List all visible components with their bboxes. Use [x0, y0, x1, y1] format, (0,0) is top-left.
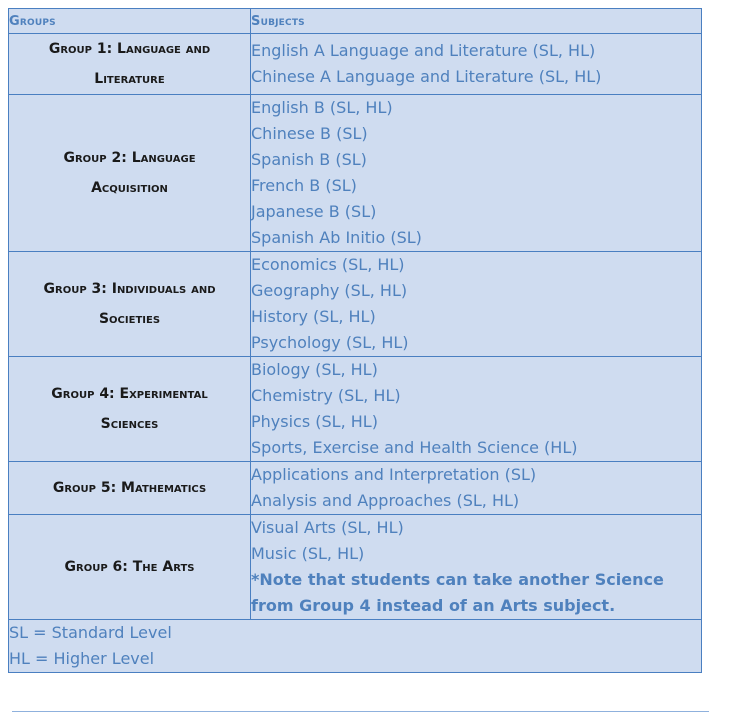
group-2-name-line1: Group 2: Language	[63, 150, 196, 166]
subject-item: Applications and Interpretation (SL)	[251, 465, 537, 484]
subject-item: English B (SL, HL)	[251, 98, 393, 117]
legend-row	[9, 620, 702, 673]
subject-item: Psychology (SL, HL)	[251, 333, 409, 352]
group-6-subjects	[251, 515, 702, 620]
group-4-subjects	[251, 357, 702, 462]
group-row-6	[9, 515, 702, 620]
subject-item: Chinese B (SL)	[251, 124, 368, 143]
subject-item: Japanese B (SL)	[251, 202, 377, 221]
subject-item: Physics (SL, HL)	[251, 412, 378, 431]
group-2-subjects	[251, 95, 702, 252]
subject-item: Visual Arts (SL, HL)	[251, 518, 404, 537]
group-5-subjects	[251, 462, 702, 515]
subject-item: English A Language and Literature (SL, HL)	[251, 41, 596, 60]
group-1-name	[9, 34, 251, 95]
subject-item: Chinese A Language and Literature (SL, HL)	[251, 67, 602, 86]
group-3-subjects	[251, 252, 702, 357]
group-row-4	[9, 357, 702, 462]
subject-item: Music (SL, HL)	[251, 544, 365, 563]
table-header-row	[9, 9, 702, 34]
subject-item: Spanish Ab Initio (SL)	[251, 228, 422, 247]
subject-item: History (SL, HL)	[251, 307, 376, 326]
group-5-name-line1: Group 5: Mathematics	[52, 480, 207, 496]
ib-subjects-table	[8, 8, 702, 673]
group-row-2	[9, 95, 702, 252]
subjects-column-header: Subjects	[251, 9, 702, 34]
subject-item: French B (SL)	[251, 176, 357, 195]
group-4-name-line2: Sciences	[100, 416, 159, 432]
group-3-name-line2: Societies	[98, 311, 161, 327]
arts-note-line1: *Note that students can take another Science	[251, 570, 664, 589]
subject-item: Geography (SL, HL)	[251, 281, 408, 300]
arts-note-line2: from Group 4 instead of an Arts subject.	[251, 596, 616, 615]
group-5-name	[9, 462, 251, 515]
subject-item: Chemistry (SL, HL)	[251, 386, 401, 405]
group-4-name-line1: Group 4: Experimental	[51, 386, 208, 402]
group-1-name-line2: Literature	[94, 71, 165, 87]
subject-item: Analysis and Approaches (SL, HL)	[251, 491, 520, 510]
group-3-name-line1: Group 3: Individuals and	[43, 281, 216, 297]
group-3-name	[9, 252, 251, 357]
group-row-1	[9, 34, 702, 95]
subject-item: Economics (SL, HL)	[251, 255, 405, 274]
subject-item: Biology (SL, HL)	[251, 360, 378, 379]
group-6-name-line1: Group 6: The Arts	[64, 559, 195, 575]
level-legend	[9, 620, 702, 673]
group-row-5	[9, 462, 702, 515]
group-2-name	[9, 95, 251, 252]
subject-item: Sports, Exercise and Health Science (HL)	[251, 438, 578, 457]
groups-column-header: Groups	[9, 9, 251, 34]
group-row-3	[9, 252, 702, 357]
legend-sl: SL = Standard Level	[9, 623, 172, 642]
group-6-name	[9, 515, 251, 620]
group-4-name	[9, 357, 251, 462]
group-1-subjects	[251, 34, 702, 95]
bottom-divider	[12, 711, 709, 712]
legend-hl: HL = Higher Level	[9, 649, 155, 668]
subject-item: Spanish B (SL)	[251, 150, 367, 169]
group-1-name-line1: Group 1: Language and	[48, 41, 211, 57]
group-2-name-line2: Acquisition	[91, 180, 168, 196]
